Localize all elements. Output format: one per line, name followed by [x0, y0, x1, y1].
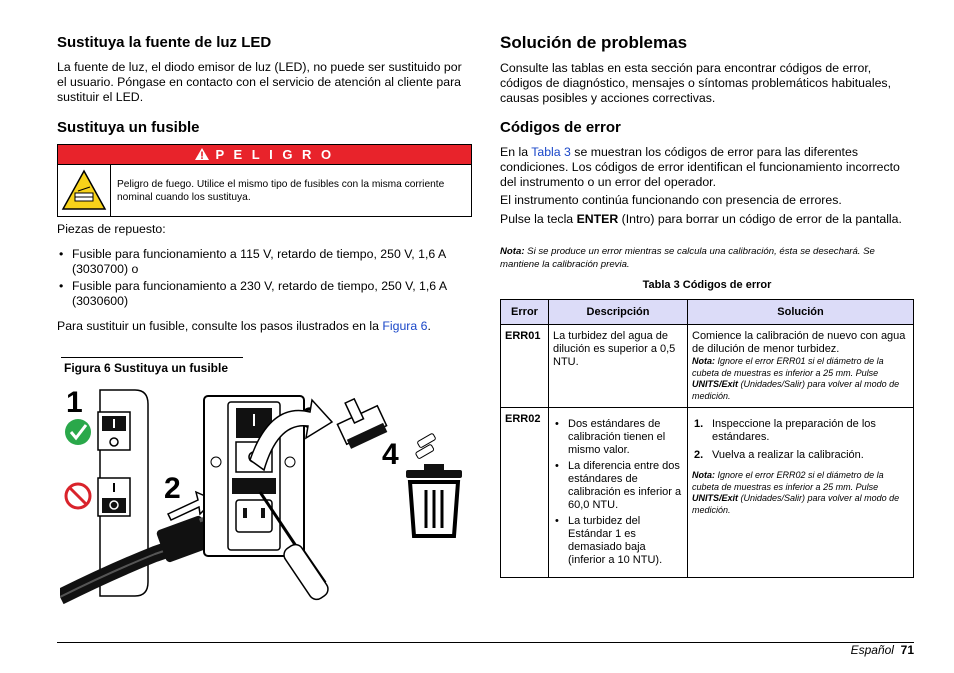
units-exit-key-label: UNITS/Exit — [692, 379, 739, 389]
trash-can-icon — [406, 464, 462, 536]
step-text: Vuelva a realizar la calibración. — [712, 449, 864, 461]
heading-troubleshooting: Solución de problemas — [500, 33, 688, 52]
note-label: Nota: — [500, 246, 525, 257]
p1-start: En la — [500, 145, 532, 159]
header-description: Descripción — [549, 300, 688, 325]
table-row — [501, 325, 914, 408]
heading-error-codes: Códigos de error — [500, 119, 621, 136]
err01-solution — [688, 325, 914, 408]
figure-6-link[interactable]: Figura 6 — [382, 319, 428, 333]
figure-caption: Figura 6 Sustituya un fusible — [64, 361, 229, 375]
err02-note — [692, 470, 909, 516]
err01-code: ERR01 — [501, 325, 549, 408]
note-text: (Unidades/Salir) para volver al modo de medición. — [692, 493, 900, 515]
err01-description: La turbidez del agua de dilución es superior a 0,5 NTU. — [549, 325, 688, 408]
header-solution: Solución — [688, 300, 914, 325]
p3-start: Pulse la tecla — [500, 212, 577, 226]
enter-paragraph — [500, 212, 914, 227]
fire-hazard-icon — [58, 165, 110, 216]
figure-rule — [61, 357, 243, 358]
error-codes-table — [500, 299, 914, 578]
list-item: • Fusible para funcionamiento a 230 V, retardo de tiempo, 250 V, 1,6 A (3030600) — [57, 279, 472, 309]
header-error: Error — [501, 300, 549, 325]
troubleshooting-paragraph: Consulte las tablas en esta sección para encontrar códigos de error, códigos de diagnóstico, mensajes o síntomas problemáticos habituales, causas posibles y acciones correctivas. — [500, 61, 891, 105]
note-text: Si se produce un error mientras se calcula una calibración, ésta se desechará. Se mantiene la calibración previa. — [500, 246, 875, 270]
replace-text: Para sustituir un fusible, consulte los pasos ilustrados en la — [57, 319, 383, 333]
note-text: Ignore el error ERR02 si el diámetro de la cubeta de muestras es inferior a 25 mm. Pulse — [692, 470, 884, 492]
note-label: Nota: — [692, 356, 715, 366]
err02-code: ERR02 — [501, 408, 549, 578]
err01-solution-text: Comience la calibración de nuevo con agua de dilución de menor turbidez. — [692, 330, 906, 355]
list-item — [692, 418, 909, 444]
p3-end: (Intro) para borrar un código de error de la pantalla. — [618, 212, 902, 226]
check-icon — [65, 419, 91, 445]
warning-triangle-icon — [195, 146, 209, 165]
parts-list — [57, 247, 472, 311]
footer-language: Español — [850, 643, 894, 657]
note-text: (Unidades/Salir) para volver al modo de medición. — [692, 379, 900, 401]
list-item: • La turbidez del Estándar 1 es demasiado baja (inferior a 10 NTU). — [553, 515, 683, 567]
table-header-row — [501, 300, 914, 325]
error-codes-paragraph — [500, 145, 914, 190]
step-1-label: 1 — [66, 386, 83, 419]
enter-key-label: ENTER — [576, 212, 619, 226]
list-item — [692, 449, 909, 462]
continues-paragraph: El instrumento continúa funcionando con presencia de errores. — [500, 193, 842, 207]
fire-hazard-icon-cell — [58, 165, 111, 216]
replace-paragraph — [57, 319, 472, 334]
danger-label: P E L I G R O — [215, 147, 335, 162]
note-text: Ignore el error ERR01 si el diámetro de la cubeta de muestras es inferior a 25 mm. Pulse — [692, 356, 884, 378]
power-switch-off-icon — [98, 478, 130, 516]
page-number: 71 — [900, 643, 914, 657]
step-number: 1. — [694, 418, 704, 430]
list-item: • Dos estándares de calibración tienen el mismo valor. — [553, 418, 683, 457]
heading-replace-led: Sustituya la fuente de luz LED — [57, 34, 272, 51]
footer — [851, 643, 914, 657]
table-row — [501, 408, 914, 578]
table-3-link[interactable]: Tabla 3 — [531, 145, 571, 159]
danger-text: Peligro de fuego. Utilice el mismo tipo de fusibles con la misma corriente nominal cuando los sustituya. — [117, 179, 445, 203]
heading-replace-fuse: Sustituya un fusible — [57, 119, 200, 136]
list-item: • Fusible para funcionamiento a 115 V, retardo de tiempo, 250 V, 1,6 A (3030700) o — [57, 247, 472, 277]
units-exit-key-label: UNITS/Exit — [692, 493, 739, 503]
calibration-note — [500, 246, 914, 271]
err02-solution — [688, 408, 914, 578]
note-label: Nota: — [692, 470, 715, 480]
fuse-replacement-figure — [60, 382, 470, 617]
power-switch-on-icon — [98, 412, 130, 450]
err02-description — [549, 408, 688, 578]
led-paragraph: La fuente de luz, el diodo emisor de luz (LED), no puede ser sustituido por el usuario. Póngase en contacto con el servicio de atención al cliente para sustituir el LED. — [57, 60, 462, 104]
step-4-label: 4 — [382, 438, 399, 471]
list-item: • La diferencia entre dos estándares de calibración es inferior a 60,0 NTU. — [553, 460, 683, 512]
fuse-holder-icon — [337, 399, 387, 449]
step-2-label: 2 — [164, 472, 181, 505]
fuse-icon — [415, 433, 436, 459]
prohibited-icon — [66, 484, 90, 508]
err01-note — [692, 356, 909, 402]
danger-notice — [57, 144, 472, 217]
danger-header — [58, 145, 471, 165]
replace-end: . — [427, 319, 431, 333]
p1-end: se muestran los códigos de error para las diferentes condiciones. Los códigos de error identifican el funcionamiento incorrecto del instrumento o un error del operador. — [500, 145, 900, 189]
table-caption: Tabla 3 Códigos de error — [642, 279, 772, 291]
step-number: 2. — [694, 449, 704, 461]
parts-intro: Piezas de repuesto: — [57, 222, 166, 236]
step-text: Inspeccione la preparación de los estándares. — [712, 418, 876, 443]
footer-rule — [57, 642, 914, 643]
